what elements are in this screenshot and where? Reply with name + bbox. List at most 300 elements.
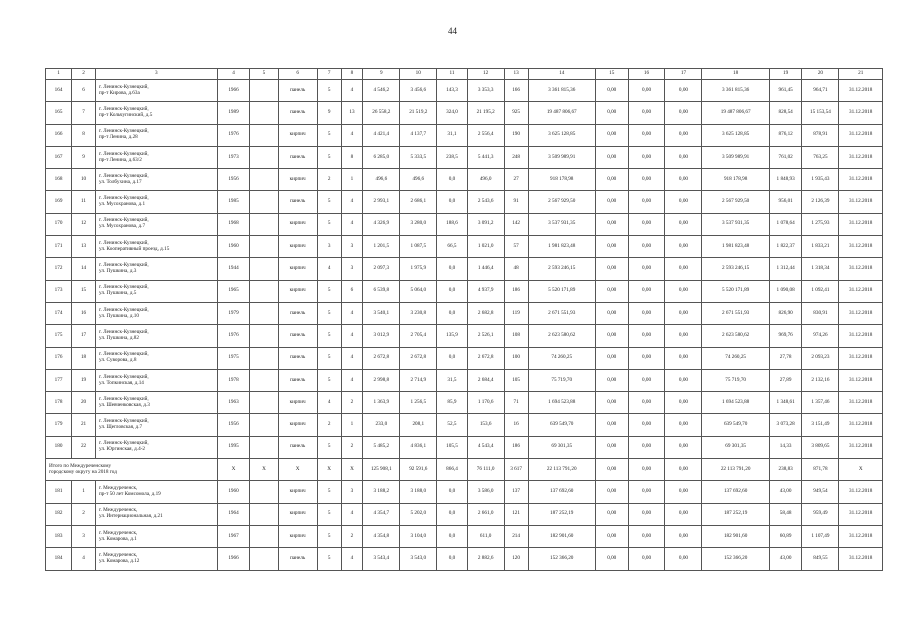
- table-cell: 187 252,19: [702, 503, 769, 525]
- table-cell: X: [341, 459, 363, 481]
- table-cell: 31.12.2018: [839, 436, 883, 458]
- table-cell: 639 549,70: [528, 414, 595, 436]
- table-cell: 0,0: [437, 280, 467, 302]
- table-cell: [250, 146, 278, 168]
- table-row: [46, 124, 883, 146]
- table-cell: 12: [72, 213, 96, 235]
- table-cell: 19 487 806,67: [528, 102, 595, 124]
- table-cell: 0,00: [595, 236, 628, 258]
- column-number: 7: [317, 69, 341, 80]
- table-cell: 1 348,61: [769, 392, 802, 414]
- table-cell: 4: [341, 124, 363, 146]
- table-cell: 31.12.2018: [839, 347, 883, 369]
- table-cell: 143,3: [437, 80, 467, 102]
- table-cell: 4 137,7: [400, 124, 437, 146]
- table-cell: 0,00: [628, 258, 665, 280]
- table-cell: 13: [72, 236, 96, 258]
- column-number: 13: [504, 69, 528, 80]
- table-cell: 4: [341, 302, 363, 324]
- table-cell: 22 113 791,20: [702, 459, 769, 481]
- table-cell: 2 556,4: [467, 124, 504, 146]
- column-number: 10: [400, 69, 437, 80]
- table-cell: 0,00: [665, 459, 702, 481]
- table-cell: 182 901,60: [702, 525, 769, 547]
- table-cell: 168: [46, 169, 72, 191]
- table-cell: 866,4: [437, 459, 467, 481]
- table-cell: 5: [317, 369, 341, 391]
- table-cell: 4: [341, 347, 363, 369]
- table-cell: 27,89: [769, 369, 802, 391]
- table-cell: 92 591,6: [400, 459, 437, 481]
- address-cell: г. Ленинск-Кузнецкий, ул. Щегловская, д.7: [95, 414, 217, 436]
- table-cell: 974,26: [802, 325, 839, 347]
- table-cell: 1968: [217, 213, 250, 235]
- table-cell: 1964: [217, 503, 250, 525]
- table-cell: 1976: [217, 325, 250, 347]
- table-cell: 1: [341, 414, 363, 436]
- table-cell: 0,00: [665, 503, 702, 525]
- address-cell: г. Ленинск-Кузнецкий, ул. Пушкина, д.3: [95, 258, 217, 280]
- table-row: [46, 525, 883, 547]
- table-cell: 2 097,3: [363, 258, 400, 280]
- table-cell: X: [839, 459, 883, 481]
- table-cell: 4 937,9: [467, 280, 504, 302]
- table-cell: 0,00: [595, 392, 628, 414]
- table-cell: 1967: [217, 525, 250, 547]
- table-cell: 60,89: [769, 525, 802, 547]
- table-cell: 4: [317, 392, 341, 414]
- table-cell: 0,00: [628, 414, 665, 436]
- table-cell: 85,9: [437, 392, 467, 414]
- table-cell: 125 908,1: [363, 459, 400, 481]
- table-cell: 31.12.2018: [839, 102, 883, 124]
- table-cell: 0,00: [665, 392, 702, 414]
- table-cell: 969,76: [769, 325, 802, 347]
- table-cell: 3 230,8: [400, 302, 437, 324]
- table-cell: 31.12.2018: [839, 191, 883, 213]
- table-cell: 187 252,19: [528, 503, 595, 525]
- table-cell: 2: [72, 503, 96, 525]
- table-cell: 31,1: [437, 124, 467, 146]
- table-cell: 611,0: [467, 525, 504, 547]
- table-cell: 2 543,6: [467, 191, 504, 213]
- table-row: [46, 414, 883, 436]
- table-cell: 1 363,9: [363, 392, 400, 414]
- table-cell: 164: [46, 80, 72, 102]
- table-cell: кирпич: [278, 280, 317, 302]
- table-cell: 1 275,93: [802, 213, 839, 235]
- table-cell: 763,25: [802, 146, 839, 168]
- address-cell: г. Междуреченск, ул. Комарова, д.12: [95, 548, 217, 570]
- column-number: 16: [628, 69, 665, 80]
- table-cell: 15: [72, 280, 96, 302]
- table-cell: 91: [504, 191, 528, 213]
- table-cell: 5: [317, 548, 341, 570]
- table-cell: 100: [504, 347, 528, 369]
- table-row: [46, 369, 883, 391]
- table-cell: [250, 102, 278, 124]
- table-cell: 137 692,60: [528, 481, 595, 503]
- table-cell: 169: [46, 191, 72, 213]
- table-cell: 0,00: [665, 325, 702, 347]
- table-cell: 1 848,93: [769, 169, 802, 191]
- table-row: [46, 503, 883, 525]
- table-cell: 31.12.2018: [839, 503, 883, 525]
- table-cell: 176: [46, 347, 72, 369]
- table-cell: 3 809,65: [802, 436, 839, 458]
- table-cell: панель: [278, 146, 317, 168]
- table-cell: 828,54: [769, 102, 802, 124]
- table-cell: 0,00: [595, 325, 628, 347]
- table-cell: 4 546,2: [363, 80, 400, 102]
- table-cell: панель: [278, 347, 317, 369]
- table-cell: X: [317, 459, 341, 481]
- table-cell: 182 901,60: [528, 525, 595, 547]
- table-cell: 5 333,5: [400, 146, 437, 168]
- table-cell: кирпич: [278, 481, 317, 503]
- table-cell: 3: [341, 481, 363, 503]
- table-cell: 0,00: [595, 302, 628, 324]
- address-cell: г. Ленинск-Кузнецкий, ул. Пушкина, д.10: [95, 302, 217, 324]
- column-number: 12: [467, 69, 504, 80]
- table-cell: 9: [72, 146, 96, 168]
- table-cell: 4: [72, 548, 96, 570]
- table-cell: 177: [46, 369, 72, 391]
- table-cell: 2 672,8: [400, 347, 437, 369]
- table-cell: 1 694 523,88: [528, 392, 595, 414]
- table-cell: 3 073,28: [769, 414, 802, 436]
- table-cell: 170: [46, 213, 72, 235]
- page-number: 44: [448, 26, 457, 36]
- table-cell: 0,00: [628, 481, 665, 503]
- table-cell: 0,00: [665, 548, 702, 570]
- table-cell: 0,00: [595, 459, 628, 481]
- table-cell: 3 540,1: [363, 302, 400, 324]
- table-cell: 1960: [217, 236, 250, 258]
- table-cell: 5: [317, 302, 341, 324]
- table-cell: 167: [46, 146, 72, 168]
- table-cell: 4: [341, 80, 363, 102]
- table-cell: 248: [504, 146, 528, 168]
- table-cell: 16: [504, 414, 528, 436]
- table-cell: 13: [341, 102, 363, 124]
- table-row: [46, 102, 883, 124]
- table-cell: 3: [72, 525, 96, 547]
- table-cell: 0,00: [628, 436, 665, 458]
- table-cell: 188,6: [437, 213, 467, 235]
- table-row: [46, 146, 883, 168]
- table-cell: панель: [278, 102, 317, 124]
- table-cell: 0,00: [665, 191, 702, 213]
- table-cell: 121: [504, 503, 528, 525]
- table-cell: 0,00: [628, 236, 665, 258]
- column-number: 4: [217, 69, 250, 80]
- table-cell: 0,00: [628, 146, 665, 168]
- table-cell: 27,78: [769, 347, 802, 369]
- table-cell: 0,0: [437, 481, 467, 503]
- table-cell: 0,00: [665, 280, 702, 302]
- table-cell: 190: [504, 124, 528, 146]
- table-cell: 826,90: [769, 302, 802, 324]
- table-cell: 956,01: [769, 191, 802, 213]
- table-cell: 0,00: [595, 191, 628, 213]
- table-cell: 1975: [217, 347, 250, 369]
- table-cell: 0,0: [437, 302, 467, 324]
- table-cell: 31.12.2018: [839, 302, 883, 324]
- table-cell: 3 104,0: [400, 525, 437, 547]
- table-cell: кирпич: [278, 213, 317, 235]
- table-cell: 4: [341, 191, 363, 213]
- table-cell: 3 012,9: [363, 325, 400, 347]
- table-cell: 0,00: [628, 369, 665, 391]
- table-cell: 0,00: [595, 369, 628, 391]
- table-cell: 31.12.2018: [839, 80, 883, 102]
- table-cell: 0,00: [595, 80, 628, 102]
- table-row: [46, 325, 883, 347]
- table-cell: 5: [317, 325, 341, 347]
- table-cell: 0,00: [665, 258, 702, 280]
- table-cell: 0,00: [595, 124, 628, 146]
- table-cell: 2: [341, 436, 363, 458]
- table-cell: 5: [317, 280, 341, 302]
- column-number: 14: [528, 69, 595, 80]
- table-cell: 2 686,1: [400, 191, 437, 213]
- address-cell: г. Ленинск-Кузнецкий, пр-т Ленина, д.63/2: [95, 146, 217, 168]
- table-cell: 1963: [217, 392, 250, 414]
- table-cell: 184: [46, 548, 72, 570]
- table-cell: 3 509 989,91: [528, 146, 595, 168]
- table-cell: 4 836,1: [400, 436, 437, 458]
- table-cell: 949,54: [802, 481, 839, 503]
- table-cell: 918 178,98: [528, 169, 595, 191]
- table-cell: 166: [46, 124, 72, 146]
- table-cell: 0,00: [595, 525, 628, 547]
- table-row: [46, 392, 883, 414]
- table-cell: 1 087,5: [400, 236, 437, 258]
- table-cell: 0,00: [595, 146, 628, 168]
- table-row: [46, 436, 883, 458]
- table-cell: 961,45: [769, 80, 802, 102]
- table-cell: 0,00: [595, 169, 628, 191]
- table-cell: 31.12.2018: [839, 525, 883, 547]
- table-row: [46, 258, 883, 280]
- column-number: 18: [702, 69, 769, 80]
- table-cell: 3 625 128,85: [702, 124, 769, 146]
- table-cell: 1: [341, 169, 363, 191]
- table-cell: 0,00: [595, 102, 628, 124]
- table-cell: 0,00: [628, 80, 665, 102]
- table-cell: 186: [504, 280, 528, 302]
- table-cell: 1 981 823,48: [528, 236, 595, 258]
- table-cell: 0,00: [628, 503, 665, 525]
- table-cell: 183: [46, 525, 72, 547]
- table-cell: 2 705,4: [400, 325, 437, 347]
- table-cell: 496,6: [400, 169, 437, 191]
- table-cell: 6 539,8: [363, 280, 400, 302]
- table-cell: 2 126,39: [802, 191, 839, 213]
- table-cell: панель: [278, 80, 317, 102]
- table-cell: [250, 213, 278, 235]
- table-cell: 925: [504, 102, 528, 124]
- table-cell: 0,00: [628, 102, 665, 124]
- table-cell: 496,0: [467, 169, 504, 191]
- table-cell: кирпич: [278, 525, 317, 547]
- table-cell: 3 537 931,35: [528, 213, 595, 235]
- table-cell: 74 260,25: [702, 347, 769, 369]
- table-cell: 0,00: [595, 436, 628, 458]
- table-cell: 2 661,0: [467, 503, 504, 525]
- table-cell: 0,00: [595, 503, 628, 525]
- table-cell: 878,91: [802, 124, 839, 146]
- table-cell: 5 202,0: [400, 503, 437, 525]
- table-cell: 238,83: [769, 459, 802, 481]
- table-cell: 5: [317, 503, 341, 525]
- address-cell: г. Ленинск-Кузнецкий, ул. Мусохранова, д.7: [95, 213, 217, 235]
- table-cell: 3 361 815,36: [528, 80, 595, 102]
- table-cell: 142: [504, 213, 528, 235]
- table-cell: 830,91: [802, 302, 839, 324]
- column-number: 9: [363, 69, 400, 80]
- table-cell: кирпич: [278, 414, 317, 436]
- table-cell: 166: [504, 80, 528, 102]
- table-cell: 74 260,25: [528, 347, 595, 369]
- table-cell: [250, 347, 278, 369]
- column-number: 6: [278, 69, 317, 80]
- table-cell: 17: [72, 325, 96, 347]
- table-cell: 0,00: [665, 124, 702, 146]
- table-cell: 3 188,0: [400, 481, 437, 503]
- table-cell: 135,9: [437, 325, 467, 347]
- table-cell: 14,33: [769, 436, 802, 458]
- table-cell: 3 625 128,85: [528, 124, 595, 146]
- table-cell: 1956: [217, 414, 250, 436]
- table-cell: 3: [341, 236, 363, 258]
- table-cell: [250, 236, 278, 258]
- table-cell: 0,00: [665, 146, 702, 168]
- table-cell: 1989: [217, 102, 250, 124]
- table-cell: 871,78: [802, 459, 839, 481]
- table-cell: 31.12.2018: [839, 392, 883, 414]
- table-cell: 43,00: [769, 481, 802, 503]
- address-cell: г. Ленинск-Кузнецкий, ул. Юргинская, д.4-2: [95, 436, 217, 458]
- table-cell: 1995: [217, 436, 250, 458]
- table-cell: 0,0: [437, 525, 467, 547]
- table-cell: 2 684,4: [467, 369, 504, 391]
- table-cell: 0,00: [665, 525, 702, 547]
- table-cell: 1 092,41: [802, 280, 839, 302]
- table-cell: 4 543,4: [467, 436, 504, 458]
- table-cell: 0,00: [595, 280, 628, 302]
- table-cell: 2 132,16: [802, 369, 839, 391]
- table-cell: 5: [317, 213, 341, 235]
- column-number: 21: [839, 69, 883, 80]
- table-cell: панель: [278, 369, 317, 391]
- table-cell: 5: [317, 525, 341, 547]
- table-cell: 4: [341, 213, 363, 235]
- table-cell: [250, 280, 278, 302]
- address-cell: г. Междуреченск, ул. Комарова, д.1: [95, 525, 217, 547]
- table-cell: 3 543,0: [400, 548, 437, 570]
- table-cell: 0,00: [665, 481, 702, 503]
- table-cell: 0,00: [628, 548, 665, 570]
- table-cell: 105: [504, 369, 528, 391]
- table-row: [46, 302, 883, 324]
- table-cell: 0,00: [628, 191, 665, 213]
- table-cell: 52,5: [437, 414, 467, 436]
- table-cell: 22: [72, 436, 96, 458]
- table-cell: 0,00: [628, 213, 665, 235]
- table-cell: 9: [317, 102, 341, 124]
- table-cell: 1966: [217, 80, 250, 102]
- table-cell: [250, 80, 278, 102]
- column-number: 11: [437, 69, 467, 80]
- table-cell: 4 354,7: [363, 503, 400, 525]
- table-cell: 2: [341, 525, 363, 547]
- table-cell: 2: [317, 414, 341, 436]
- table-cell: X: [217, 459, 250, 481]
- table-cell: 43,00: [769, 548, 802, 570]
- table-cell: X: [278, 459, 317, 481]
- table-cell: 6 285,0: [363, 146, 400, 168]
- table-cell: 1 312,44: [769, 258, 802, 280]
- table-cell: 2: [341, 392, 363, 414]
- table-cell: 3 543,4: [363, 548, 400, 570]
- table-cell: 0,00: [628, 280, 665, 302]
- table-cell: 2 672,8: [467, 347, 504, 369]
- table-cell: 7: [72, 102, 96, 124]
- table-cell: 2 671 551,93: [702, 302, 769, 324]
- table-row: [46, 481, 883, 503]
- column-number: 5: [250, 69, 278, 80]
- table-cell: 0,00: [628, 302, 665, 324]
- column-number: 1: [46, 69, 72, 80]
- table-cell: 181: [46, 481, 72, 503]
- column-number: 15: [595, 69, 628, 80]
- table-row: [46, 213, 883, 235]
- table-cell: 2: [317, 169, 341, 191]
- table-cell: 0,00: [595, 481, 628, 503]
- table-cell: 2 682,8: [467, 302, 504, 324]
- table-cell: 5 441,3: [467, 146, 504, 168]
- table-cell: [250, 169, 278, 191]
- table-cell: 0,0: [437, 169, 467, 191]
- table-cell: 1960: [217, 481, 250, 503]
- table-cell: 171: [46, 236, 72, 258]
- table-cell: 31.12.2018: [839, 414, 883, 436]
- table-cell: 214: [504, 525, 528, 547]
- table-cell: [250, 503, 278, 525]
- table-cell: X: [250, 459, 278, 481]
- table-cell: 1 201,5: [363, 236, 400, 258]
- table-cell: 0,00: [595, 347, 628, 369]
- table-cell: [250, 392, 278, 414]
- table-cell: 15 153,54: [802, 102, 839, 124]
- table-cell: 0,0: [437, 191, 467, 213]
- table-cell: 120: [504, 548, 528, 570]
- table-cell: 0,00: [665, 302, 702, 324]
- table-cell: 1 975,9: [400, 258, 437, 280]
- table-cell: 4 354,8: [363, 525, 400, 547]
- table-cell: [250, 548, 278, 570]
- table-cell: 1 935,43: [802, 169, 839, 191]
- table-cell: 174: [46, 302, 72, 324]
- table-cell: 2 593 246,15: [528, 258, 595, 280]
- address-cell: г. Ленинск-Кузнецкий, пр-т Кирова, д.63а: [95, 80, 217, 102]
- table-cell: кирпич: [278, 392, 317, 414]
- table-cell: панель: [278, 548, 317, 570]
- table-cell: 0,00: [665, 414, 702, 436]
- table-cell: 31.12.2018: [839, 325, 883, 347]
